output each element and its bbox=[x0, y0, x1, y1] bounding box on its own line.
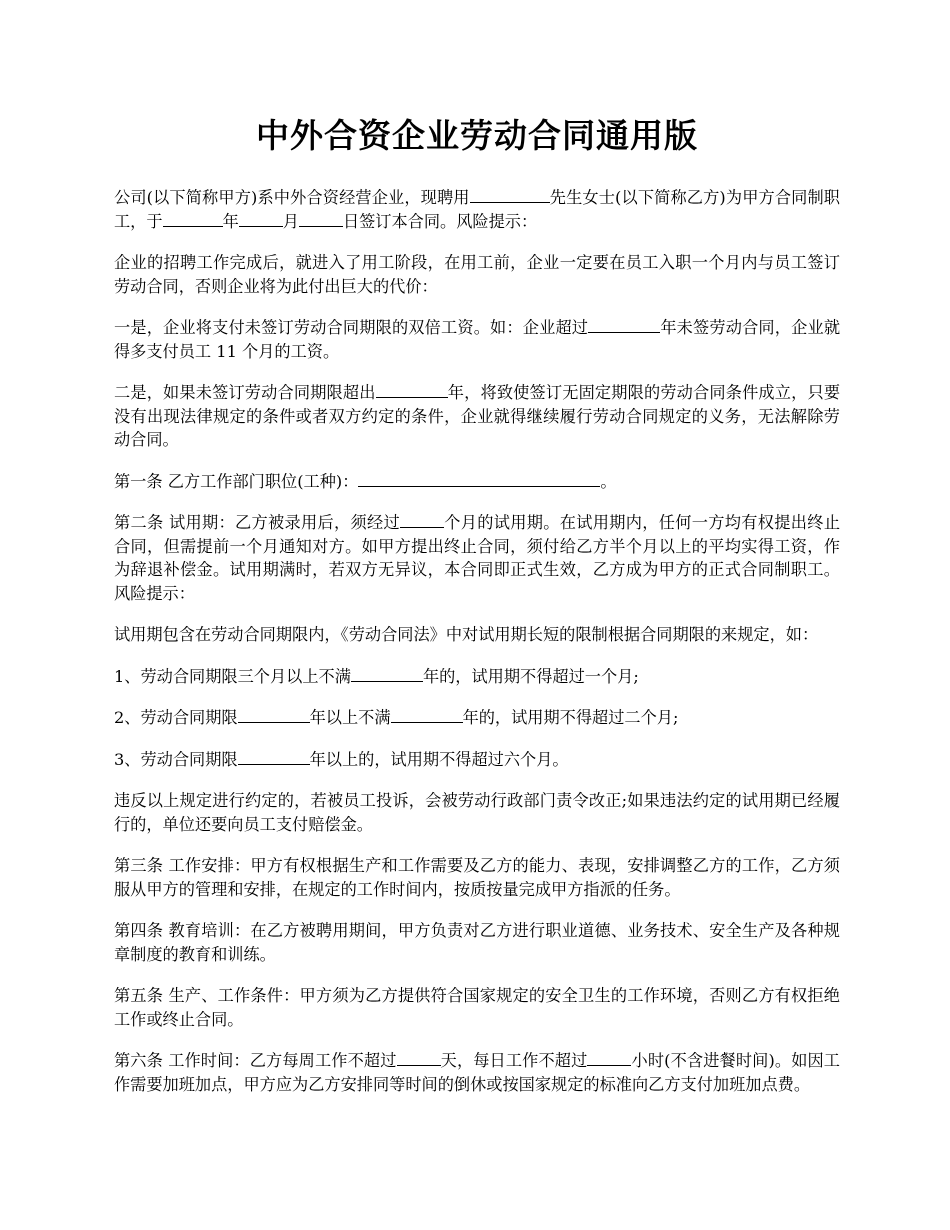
exceed-years-blank[interactable] bbox=[376, 381, 448, 398]
work-hours-blank[interactable] bbox=[587, 1049, 631, 1066]
article-one: 第一条 乙方工作部门职位(工种)： 。 bbox=[114, 471, 617, 491]
article-four: 第四条 教育培训：在乙方被聘用期间，甲方负责对乙方进行职业道德、业务技术、安全生产及各种规章制度的教育和训练。 bbox=[114, 921, 840, 964]
probation-item-1: 1、劳动合同期限三个月以上不满 年的，试用期不得超过一个月; bbox=[114, 666, 639, 686]
overdue-years-blank[interactable] bbox=[588, 316, 660, 333]
risk-point-two: 二是，如果未签订劳动合同期限超出 年，将致使签订无固定期限的劳动合同条件成立，只要没有出现法律规定的条件或者双方约定的条件，企业就得继续履行劳动合同规定的义务，无法解除劳动合同。 bbox=[114, 383, 841, 449]
risk-paragraph: 企业的招聘工作完成后，就进入了用工阶段，在用工前，企业一定要在员工入职一个月内与员工签订劳动合同，否则企业将为此付出巨大的代价： bbox=[114, 253, 840, 296]
item2-years-min-blank[interactable] bbox=[238, 706, 310, 723]
work-days-blank[interactable] bbox=[397, 1049, 441, 1066]
probation-months-blank[interactable] bbox=[400, 511, 444, 528]
probation-item-3: 3、劳动合同期限 年以上的，试用期不得超过六个月。 bbox=[114, 749, 569, 769]
risk-point-one: 一是，企业将支付未签订劳动合同期限的双倍工资。如：企业超过 年未签劳动合同，企业就得多支付员工 11 个月的工资。 bbox=[114, 318, 841, 361]
item3-years-blank[interactable] bbox=[238, 748, 310, 765]
violation-note: 违反以上规定进行约定的，若被员工投诉，会被劳动行政部门责令改正;如果违法约定的试用期已经履行的，单位还要向员工支付赔偿金。 bbox=[114, 791, 840, 834]
item2-years-max-blank[interactable] bbox=[391, 706, 463, 723]
sign-month-blank[interactable] bbox=[239, 210, 283, 227]
department-position-blank[interactable] bbox=[358, 470, 600, 487]
sign-year-blank[interactable] bbox=[163, 210, 223, 227]
article-six: 第六条 工作时间：乙方每周工作不超过 天，每日工作不超过 小时(不含进餐时间)。如因工作需要加班加点，甲方应为乙方安排同等时间的倒休或按国家规定的标准向乙方支付加班加点费。 bbox=[114, 1051, 840, 1094]
sign-day-blank[interactable] bbox=[299, 210, 343, 227]
intro-paragraph: 公司(以下简称甲方)系中外合资经营企业，现聘用 先生女士(以下简称乙方)为甲方合同制职工，于 年 月 日签订本合同。风险提示： bbox=[114, 188, 840, 231]
probation-note: 试用期包含在劳动合同期限内，《劳动合同法》中对试用期长短的限制根据合同期限的来规定，如： bbox=[114, 625, 819, 644]
document-title: 中外合资企业劳动合同通用版 bbox=[256, 116, 698, 155]
article-three: 第三条 工作安排：甲方有权根据生产和工作需要及乙方的能力、表现，安排调整乙方的工作，乙方须服从甲方的管理和安排，在规定的工作时间内，按质按量完成甲方指派的任务。 bbox=[114, 856, 840, 899]
article-five: 第五条 生产、工作条件：甲方须为乙方提供符合国家规定的安全卫生的工作环境，否则乙方有权拒绝工作或终止合同。 bbox=[114, 986, 840, 1029]
probation-item-2: 2、劳动合同期限 年以上不满 年的，试用期不得超过二个月; bbox=[114, 708, 679, 727]
item1-years-blank[interactable] bbox=[351, 665, 423, 682]
employee-name-blank[interactable] bbox=[470, 186, 550, 203]
article-two: 第二条 试用期：乙方被录用后，须经过 个月的试用期。在试用期内，任何一方均有权提出终止合同，但需提前一个月通知对方。如甲方提出终止合同，须付给乙方半个月以上的平均实得工资，作为辞退补偿金。试用期满时，若双方无异议，本合同即正式生效，乙方成为甲方的正式合同制职工。风险提示： bbox=[114, 513, 841, 603]
